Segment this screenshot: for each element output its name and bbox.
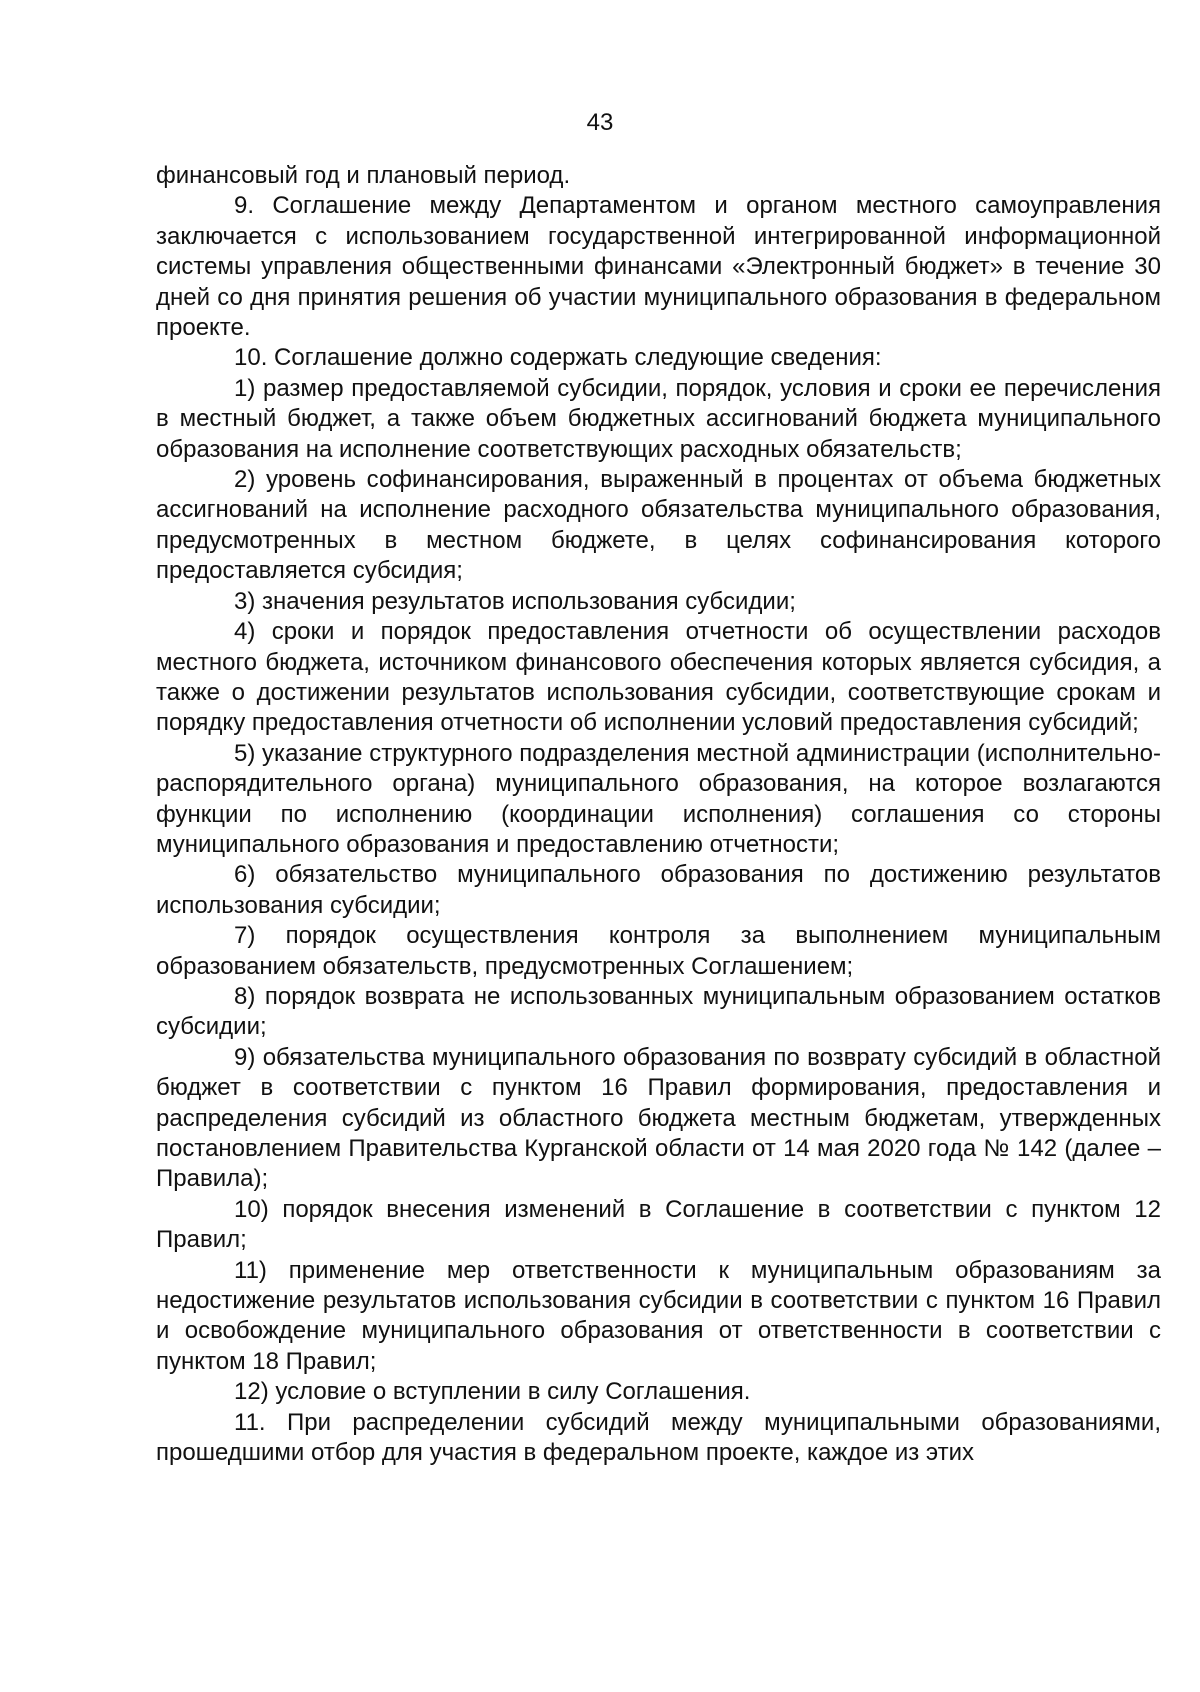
paragraph-subitem-6: 6) обязательство муниципального образования по достижению результатов использования субсидии; [156, 861, 1161, 919]
document-body [156, 161, 1161, 1468]
paragraph-subitem-7: 7) порядок осуществления контроля за выполнением муниципальным образованием обязательств, предусмотренных Соглашением; [156, 922, 1161, 980]
paragraph-item-9: 9. Соглашение между Департаментом и органом местного самоуправления заключается с использованием государственной интегрированной информационной системы управления общественными финансами «Электронный бюджет» в течение 30 дней со дня принятия решения об участии муниципального образования в федеральном проекте. [156, 192, 1161, 342]
paragraph-item-10: 10. Соглашение должно содержать следующие сведения: [234, 344, 882, 372]
paragraph-subitem-4: 4) сроки и порядок предоставления отчетности об осуществлении расходов местного бюджета, источником финансового обеспечения которых является субсидия, а также о достижении результатов использования субсидии, соответствующие срокам и порядку предоставления отчетности об исполнении условий предоставления субсидий; [156, 618, 1161, 737]
paragraph-subitem-11: 11) применение мер ответственности к муниципальным образованиям за недостижение результатов использования субсидии в соответствии с пунктом 16 Правил и освобождение муниципального образования от ответственности в соответствии с пунктом 18 Правил; [156, 1256, 1161, 1375]
paragraph-subitem-2: 2) уровень софинансирования, выраженный в процентах от объема бюджетных ассигнований на исполнение расходного обязательства муниципального образования, предусмотренных в местном бюджете, в целях софинансирования которого предоставляется субсидия; [156, 466, 1161, 585]
paragraph-subitem-3: 3) значения результатов использования субсидии; [234, 587, 796, 615]
paragraph-subitem-8: 8) порядок возврата не использованных муниципальным образованием остатков субсидии; [156, 982, 1161, 1041]
paragraph-subitem-12: 12) условие о вступлении в силу Соглашения. [234, 1378, 751, 1406]
paragraph-item-11: 11. При распределении субсидий между муниципальными образованиями, прошедшими отбор для участия в федеральном проекте, каждое из этих [156, 1408, 1161, 1467]
paragraph-subitem-1: 1) размер предоставляемой субсидии, порядок, условия и сроки ее перечисления в местный бюджет, а также объем бюджетных ассигнований бюджета муниципального образования на исполнение соответствующих расходных обязательств; [156, 374, 1161, 463]
paragraph-subitem-10: 10) порядок внесения изменений в Соглашение в соответствии с пунктом 12 Правил; [156, 1195, 1161, 1254]
paragraph-continuation: финансовый год и плановый период. [156, 162, 571, 189]
page-number: 43 [586, 109, 614, 136]
paragraph-subitem-9: 9) обязательства муниципального образования по возврату субсидий в областной бюджет в соответствии с пунктом 16 Правил формирования, предоставления и распределения субсидий из областного бюджета местным бюджетам, утвержденных постановлением Правительства Курганской области от 14 мая 2020 года № 142 (далее – Правила); [156, 1043, 1161, 1193]
paragraph-subitem-5: 5) указание структурного подразделения местной администрации (исполнительно-распорядительного органа) муниципального образования, на которое возлагаются функции по исполнению (координации исполнения) соглашения со стороны муниципального образования и предоставлению отчетности; [156, 739, 1161, 858]
